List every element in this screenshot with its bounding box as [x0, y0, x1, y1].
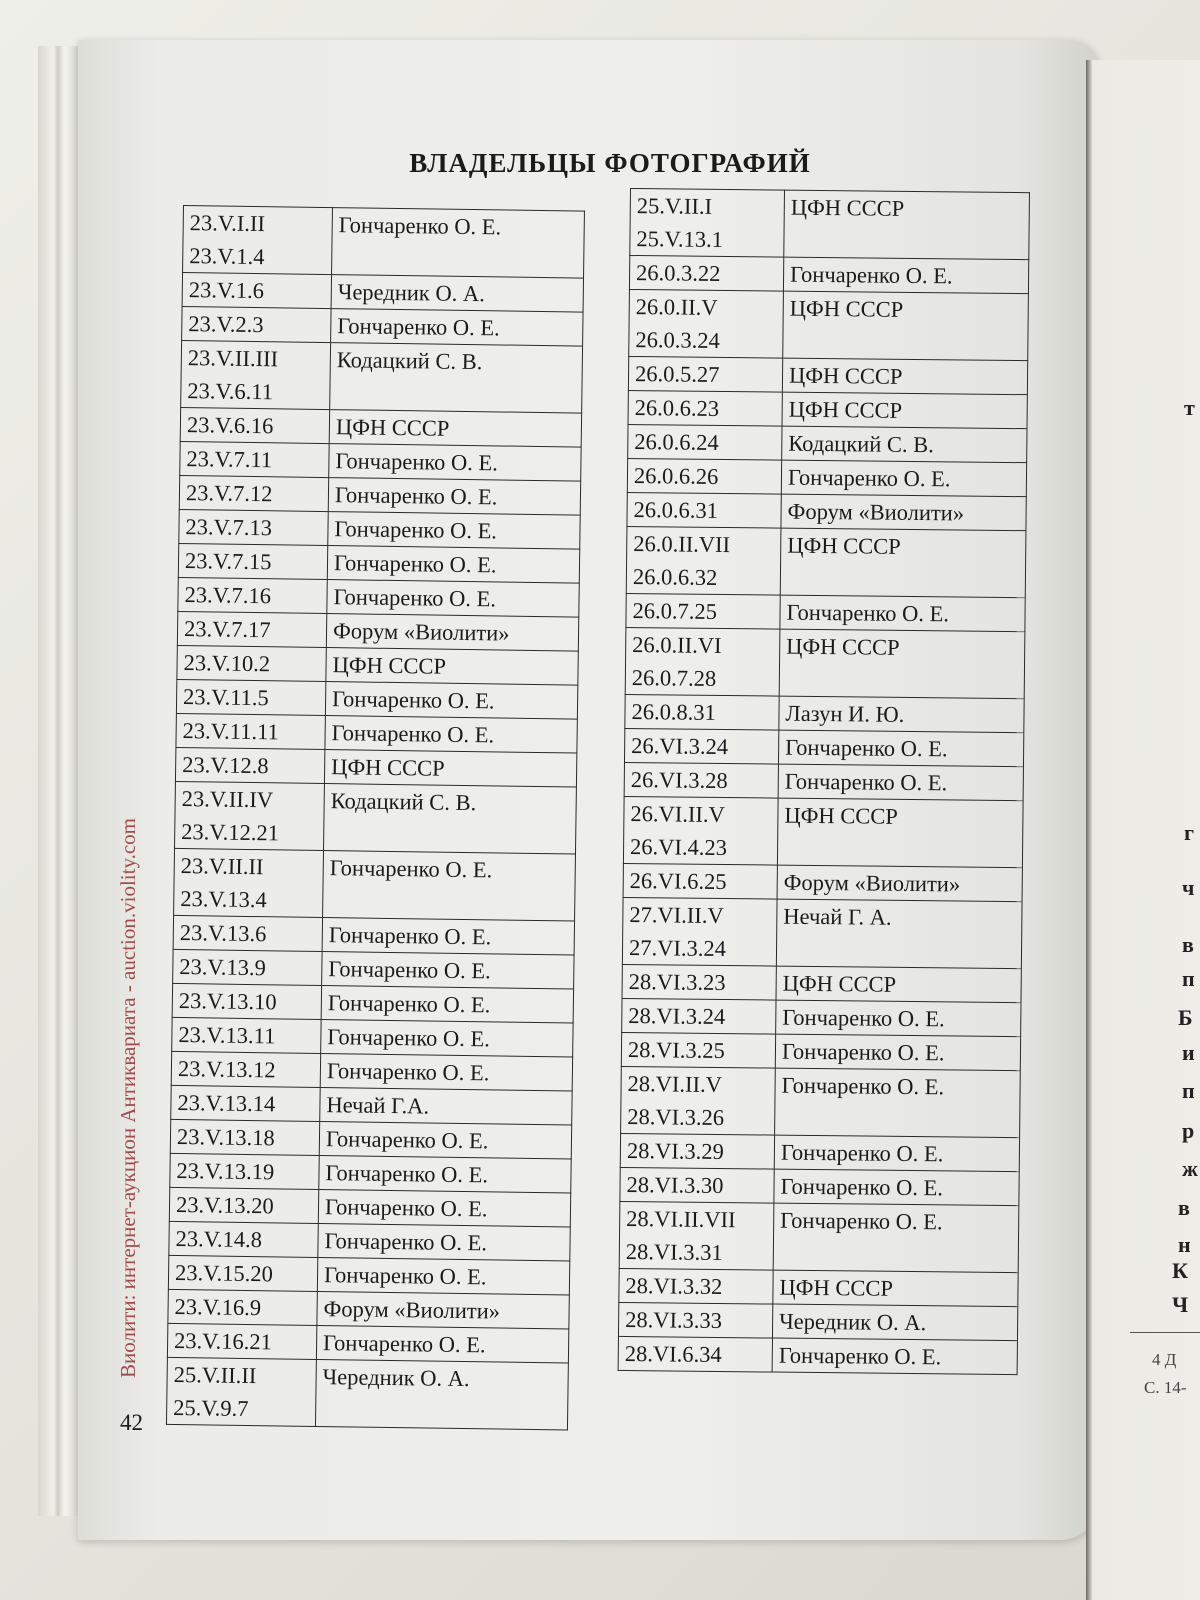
- table-row: [619, 1201, 1019, 1272]
- photo-code: 23.V.13.14: [177, 1090, 276, 1117]
- book-page-edges: [38, 46, 82, 1516]
- table-row: [168, 1255, 569, 1295]
- page-title: ВЛАДЕЛЬЦЫ ФОТОГРАФИЙ: [409, 148, 811, 178]
- table-row: [624, 762, 1023, 800]
- owner-name: Гончаренко О. Е.: [328, 512, 580, 550]
- photo-code-cell: [173, 949, 322, 985]
- table-row: [175, 747, 576, 787]
- photo-code: 26.0.3.24: [635, 327, 720, 353]
- photo-code: 28.VI.3.30: [626, 1172, 724, 1199]
- photo-code: 27.VI.3.24: [628, 935, 727, 962]
- photo-code: 25.V.II.I: [636, 193, 713, 219]
- photo-code: 26.0.7.28: [631, 665, 717, 691]
- table-row: [169, 1187, 570, 1227]
- table-row: [625, 694, 1024, 732]
- photo-code-cell: [166, 1357, 316, 1426]
- adjacent-page-text-fragment: Б: [1178, 1005, 1193, 1030]
- owner-name: Гончаренко О. Е.: [319, 1155, 571, 1193]
- table-row: [622, 897, 1022, 968]
- table-row: [175, 781, 577, 854]
- table-row: [630, 189, 1030, 260]
- owner-name: Форум «Виолити»: [326, 614, 578, 652]
- photo-code-cell: [623, 796, 778, 865]
- photo-code-cell: [169, 1187, 318, 1223]
- owner-name: Форум «Виолити»: [317, 1291, 569, 1329]
- table-row: [620, 1167, 1019, 1205]
- owner-name: Гончаренко О. Е.: [776, 1000, 1021, 1037]
- photo-code-cell: [177, 611, 326, 647]
- photo-code-cell: [624, 728, 778, 764]
- photo-code-cell: [628, 390, 782, 426]
- owner-name: Гончаренко О. Е.: [775, 1034, 1020, 1071]
- owner-name: Гончаренко О. Е.: [323, 851, 576, 922]
- owner-name: Гончаренко О. Е.: [774, 1135, 1019, 1172]
- table-row: [618, 1302, 1017, 1340]
- photo-code-cell: [620, 1133, 774, 1169]
- owner-name: Гончаренко О. Е.: [778, 730, 1023, 767]
- photo-code: 26.0.II.VI: [632, 632, 722, 658]
- photo-code: 26.0.6.26: [633, 463, 719, 489]
- photo-code-cell: [183, 206, 333, 275]
- adjacent-page-text-fragment: в: [1178, 1195, 1190, 1220]
- photo-code-cell: [627, 492, 781, 528]
- owner-name: Гончаренко О. Е.: [778, 764, 1023, 801]
- table-row: [626, 593, 1025, 631]
- photo-code-cell: [172, 1017, 321, 1053]
- table-row: [626, 526, 1026, 597]
- adjacent-page-text-fragment: р: [1182, 1118, 1195, 1143]
- photo-code: 23.V.II.II: [180, 853, 264, 880]
- owner-name: Нечай Г. А.: [776, 899, 1022, 969]
- adjacent-page-text-fragment: и: [1182, 1040, 1195, 1065]
- photo-code-cell: [172, 983, 321, 1019]
- table-row: [173, 949, 574, 989]
- owner-name: Нечай Г.А.: [320, 1088, 572, 1126]
- photo-code: 25.V.II.II: [173, 1361, 257, 1389]
- photo-code-cell: [621, 1032, 775, 1068]
- photo-code: 28.VI.3.33: [625, 1307, 723, 1334]
- owner-name: Форум «Виолити»: [781, 494, 1026, 531]
- photo-code: 28.VI.3.32: [625, 1273, 723, 1300]
- owner-name: ЦФН СССР: [326, 648, 578, 686]
- photo-code-cell: [619, 1201, 774, 1270]
- photo-code: 23.V.6.16: [186, 412, 274, 439]
- photo-code: 23.V.13.18: [176, 1124, 275, 1151]
- photo-code-cell: [178, 577, 327, 613]
- photo-code: 23.V.2.3: [188, 311, 264, 338]
- photo-code-cell: [629, 256, 783, 292]
- photo-code: 23.V.II.III: [187, 345, 279, 372]
- footnote-rule: [1130, 1332, 1200, 1333]
- photo-code-cell: [618, 1302, 772, 1338]
- photo-code: 27.VI.II.V: [629, 902, 724, 929]
- photo-code: 23.V.13.20: [175, 1192, 274, 1219]
- owner-name: Гончаренко О. Е.: [783, 257, 1028, 294]
- table-row: [183, 206, 585, 279]
- photo-code-cell: [181, 340, 331, 409]
- owner-name: Гончаренко О. Е.: [319, 1121, 571, 1159]
- photo-code: 26.0.II.V: [635, 294, 718, 320]
- table-row: [623, 863, 1022, 901]
- photo-code: 26.0.II.VII: [633, 531, 731, 558]
- table-row: [178, 543, 579, 583]
- photo-code-cell: [176, 679, 325, 715]
- photo-code: 23.V.11.5: [182, 684, 269, 711]
- adjacent-page-text-fragment: Ч: [1172, 1292, 1189, 1317]
- owner-name: Гончаренко О. Е.: [322, 952, 574, 990]
- photo-code: 26.0.6.24: [634, 429, 719, 455]
- adjacent-page: [1086, 60, 1200, 1600]
- owner-name: Чередник О. А.: [315, 1359, 568, 1430]
- table-row: [181, 340, 583, 413]
- photo-code: 23.V.6.11: [187, 378, 274, 405]
- photo-code: 23.V.14.8: [175, 1225, 263, 1253]
- table-row: [167, 1323, 568, 1363]
- owner-name: Чередник О. А.: [331, 275, 583, 313]
- owner-name: ЦФН СССР: [777, 798, 1023, 868]
- watermark-text: Виолити: интернет-аукцион Антиквариата - auction.violity.com: [116, 818, 140, 1378]
- photo-code: 23.V.10.2: [183, 650, 271, 677]
- table-row: [182, 306, 583, 346]
- photo-code: 23.V.7.13: [185, 514, 273, 541]
- adjacent-page-text-fragment: К: [1172, 1258, 1188, 1283]
- owner-name: Гончаренко О. Е.: [772, 1338, 1017, 1375]
- table-row: [625, 627, 1025, 698]
- adjacent-page-text-fragment: г: [1184, 820, 1194, 845]
- owner-name: Гончаренко О. Е.: [780, 595, 1025, 632]
- photo-code: 26.VI.II.V: [630, 801, 725, 828]
- table-row: [621, 1032, 1020, 1070]
- photo-code-cell: [628, 424, 782, 460]
- owner-name: Чередник О. А.: [772, 1304, 1017, 1341]
- table-row: [621, 1066, 1021, 1137]
- photo-code-cell: [624, 762, 778, 798]
- owner-name: Гончаренко О. Е.: [775, 1068, 1021, 1138]
- owner-name: ЦФН СССР: [784, 190, 1030, 260]
- adjacent-page-footnote: С. 14-: [1144, 1378, 1187, 1397]
- owner-name: ЦФН СССР: [780, 528, 1026, 598]
- table-row: [180, 441, 581, 481]
- photo-code: 23.V.1.6: [188, 277, 265, 304]
- photo-code-cell: [171, 1051, 320, 1087]
- photo-code-cell: [622, 964, 776, 1000]
- table-row: [171, 1051, 572, 1091]
- owner-name: Гончаренко О. Е.: [321, 986, 573, 1024]
- photo-code: 23.V.7.15: [184, 548, 272, 575]
- owner-name: Гончаренко О. Е.: [321, 1020, 573, 1058]
- photo-code-cell: [169, 1221, 318, 1257]
- photo-code: 28.VI.3.26: [627, 1104, 725, 1131]
- table-row: [622, 964, 1021, 1002]
- table-row: [624, 728, 1023, 766]
- owner-name: ЦФН СССР: [782, 358, 1027, 395]
- photo-code: 28.VI.3.24: [628, 1003, 726, 1030]
- owner-name: Кодацкий С. В.: [782, 426, 1027, 463]
- photo-code: 26.0.6.23: [634, 395, 720, 421]
- photo-code: 28.VI.II.VII: [626, 1206, 736, 1233]
- photo-code-cell: [175, 747, 324, 783]
- photo-code: 23.V.12.21: [181, 819, 280, 846]
- owner-name: Гончаренко О. Е.: [316, 1325, 568, 1363]
- adjacent-page-text-fragment: т: [1184, 395, 1195, 420]
- photo-code-cell: [170, 1153, 319, 1189]
- photo-code: 23.V.13.9: [179, 954, 267, 981]
- photo-code: 28.VI.3.23: [628, 969, 726, 996]
- owner-name: ЦФН СССР: [329, 410, 581, 448]
- table-row: [622, 998, 1021, 1036]
- photo-code: 23.V.13.11: [178, 1022, 276, 1049]
- photo-code: 26.VI.4.23: [629, 834, 728, 861]
- photo-code: 26.VI.6.25: [629, 868, 727, 895]
- owner-name: Гончаренко О. Е.: [318, 1223, 570, 1261]
- photo-code: 26.0.8.31: [631, 699, 717, 725]
- table-row: [179, 475, 580, 515]
- photo-code: 25.V.13.1: [636, 226, 724, 252]
- owner-name: ЦФН СССР: [776, 966, 1021, 1003]
- photo-code-cell: [621, 1066, 776, 1135]
- table-row: [620, 1133, 1019, 1171]
- owner-name: Кодацкий С. В.: [324, 784, 577, 855]
- photo-code: 23.V.I.II: [189, 210, 266, 237]
- owner-name: Гончаренко О. Е.: [322, 918, 574, 956]
- adjacent-page-text-fragment: ж: [1182, 1156, 1198, 1181]
- photo-code-cell: [180, 441, 329, 477]
- photo-code-cell: [625, 694, 779, 730]
- table-row: [628, 356, 1027, 394]
- photo-code-cell: [627, 458, 781, 494]
- photo-code-cell: [168, 1289, 317, 1325]
- table-row: [176, 713, 577, 753]
- owner-name: Гончаренко О. Е.: [327, 580, 579, 618]
- photo-code: 28.VI.3.31: [625, 1239, 723, 1266]
- adjacent-page-text-fragment: в: [1182, 932, 1194, 957]
- table-row: [618, 1336, 1017, 1374]
- table-row: [623, 796, 1023, 867]
- table-row: [177, 611, 578, 651]
- table-row: [182, 273, 583, 313]
- table-row: [176, 679, 577, 719]
- table-row: [172, 983, 573, 1023]
- adjacent-page-text-fragment: п: [1182, 1078, 1195, 1103]
- table-row: [170, 1119, 571, 1159]
- photo-code: 23.V.7.12: [185, 480, 273, 507]
- photo-code-cell: [622, 998, 776, 1034]
- owner-name: Гончаренко О. Е.: [329, 444, 581, 482]
- photo-code-cell: [176, 713, 325, 749]
- photo-code: 23.V.7.17: [183, 616, 271, 643]
- photo-code-cell: [175, 781, 325, 850]
- photo-code-cell: [626, 526, 781, 595]
- table-row: [629, 289, 1029, 360]
- photo-code-cell: [178, 543, 327, 579]
- owner-name: Гончаренко О. Е.: [317, 1257, 569, 1295]
- photo-code-cell: [173, 915, 322, 951]
- photo-code: 28.VI.3.25: [627, 1037, 725, 1064]
- owners-table-right: [618, 188, 1030, 1375]
- table-row: [170, 1153, 571, 1193]
- photo-code-cell: [623, 863, 777, 899]
- table-row: [628, 424, 1027, 462]
- owner-name: Гончаренко О. Е.: [320, 1054, 572, 1092]
- photo-code-cell: [182, 273, 331, 309]
- owner-name: ЦФН СССР: [324, 750, 576, 788]
- photo-code-cell: [179, 509, 328, 545]
- photo-code: 26.0.5.27: [634, 361, 720, 387]
- photo-code: 26.0.7.25: [632, 598, 718, 624]
- photo-code-cell: [629, 289, 784, 358]
- photo-code: 23.V.7.11: [186, 446, 273, 473]
- photo-code-cell: [168, 1255, 317, 1291]
- photo-code: 26.0.3.22: [635, 260, 721, 286]
- photo-code: 23.V.II.IV: [181, 786, 274, 813]
- owner-name: Гончаренко О. Е.: [774, 1169, 1019, 1206]
- owner-name: Гончаренко О. Е.: [325, 682, 577, 720]
- page-number: 42: [120, 1410, 143, 1435]
- photo-code: 23.V.13.6: [179, 920, 267, 947]
- owner-name: Гончаренко О. Е.: [328, 478, 580, 516]
- photo-code-cell: [167, 1323, 316, 1359]
- table-row: [172, 1017, 573, 1057]
- owner-name: Гончаренко О. Е.: [318, 1189, 570, 1227]
- table-row: [171, 1085, 572, 1125]
- photo-code: 25.V.9.7: [173, 1394, 249, 1422]
- photo-code: 23.V.13.10: [178, 988, 277, 1015]
- owner-name: Гончаренко О. Е.: [332, 208, 585, 279]
- owners-table-left: [166, 205, 585, 1430]
- table-row: [169, 1221, 570, 1261]
- photo-code: 23.V.15.20: [174, 1259, 273, 1287]
- table-row: [627, 492, 1026, 530]
- photo-code-cell: [179, 475, 328, 511]
- photo-code-cell: [626, 593, 780, 629]
- owner-name: Гончаренко О. Е.: [327, 546, 579, 584]
- photo-code-cell: [171, 1085, 320, 1121]
- photo-code-cell: [182, 306, 331, 342]
- table-row: [178, 577, 579, 617]
- adjacent-page-text-fragment: ч: [1182, 875, 1195, 900]
- photo-code: 28.VI.II.V: [627, 1071, 723, 1098]
- table-row: [628, 390, 1027, 428]
- table-row: [174, 848, 576, 921]
- owner-name: ЦФН СССР: [773, 1270, 1018, 1307]
- photo-code-cell: [619, 1268, 773, 1304]
- photo-code: 26.0.6.31: [633, 497, 719, 523]
- table-row: [166, 1357, 568, 1430]
- photo-code: 26.VI.3.24: [631, 733, 729, 760]
- owner-name: ЦФН СССР: [779, 629, 1025, 699]
- table-row: [177, 645, 578, 685]
- table-row: [173, 915, 574, 955]
- owner-name: ЦФН СССР: [783, 291, 1029, 361]
- photo-code: 23.V.11.11: [182, 718, 279, 745]
- photo-code-cell: [618, 1336, 772, 1372]
- owner-name: Гончаренко О. Е.: [773, 1203, 1019, 1273]
- table-row: [168, 1289, 569, 1329]
- owner-name: Кодацкий С. В.: [330, 343, 583, 414]
- photo-code: 23.V.1.4: [189, 243, 265, 270]
- table-row: [180, 407, 581, 447]
- photo-code-cell: [628, 356, 782, 392]
- table-row: [179, 509, 580, 549]
- photo-code: 26.0.6.32: [632, 564, 718, 590]
- photo-code-cell: [170, 1119, 319, 1155]
- table-row: [629, 256, 1028, 294]
- owner-name: Форум «Виолити»: [777, 865, 1022, 902]
- owner-name: Лазун И. Ю.: [779, 696, 1024, 733]
- photo-code: 23.V.12.8: [182, 752, 269, 779]
- photo-code: 23.V.13.12: [177, 1056, 276, 1083]
- table-row: [619, 1268, 1018, 1306]
- photo-code-cell: [630, 189, 785, 258]
- owner-name: Гончаренко О. Е.: [331, 309, 583, 347]
- adjacent-page-text-fragment: н: [1178, 1232, 1191, 1257]
- owner-name: ЦФН СССР: [782, 392, 1027, 429]
- photo-code-cell: [625, 627, 780, 696]
- photo-code-cell: [622, 897, 777, 966]
- photo-code-cell: [180, 407, 329, 443]
- photo-code: 23.V.13.4: [180, 886, 267, 913]
- photo-code-cell: [177, 645, 326, 681]
- owner-name: Гончаренко О. Е.: [325, 716, 577, 754]
- photo-code: 23.V.16.21: [173, 1327, 273, 1355]
- photo-code: 23.V.13.19: [176, 1158, 275, 1185]
- photo-code: 28.VI.3.29: [626, 1138, 724, 1165]
- photo-code: 23.V.16.9: [174, 1293, 262, 1321]
- owner-name: Гончаренко О. Е.: [781, 460, 1026, 497]
- photo-code: 28.VI.6.34: [624, 1341, 722, 1368]
- photo-code: 23.V.7.16: [184, 582, 272, 609]
- photo-code-cell: [620, 1167, 774, 1203]
- table-row: [627, 458, 1026, 496]
- photo-code: 26.VI.3.28: [630, 767, 728, 794]
- adjacent-page-text-fragment: п: [1182, 966, 1195, 991]
- adjacent-page-footnote: 4 Д: [1152, 1350, 1177, 1369]
- photo-code-cell: [174, 848, 324, 917]
